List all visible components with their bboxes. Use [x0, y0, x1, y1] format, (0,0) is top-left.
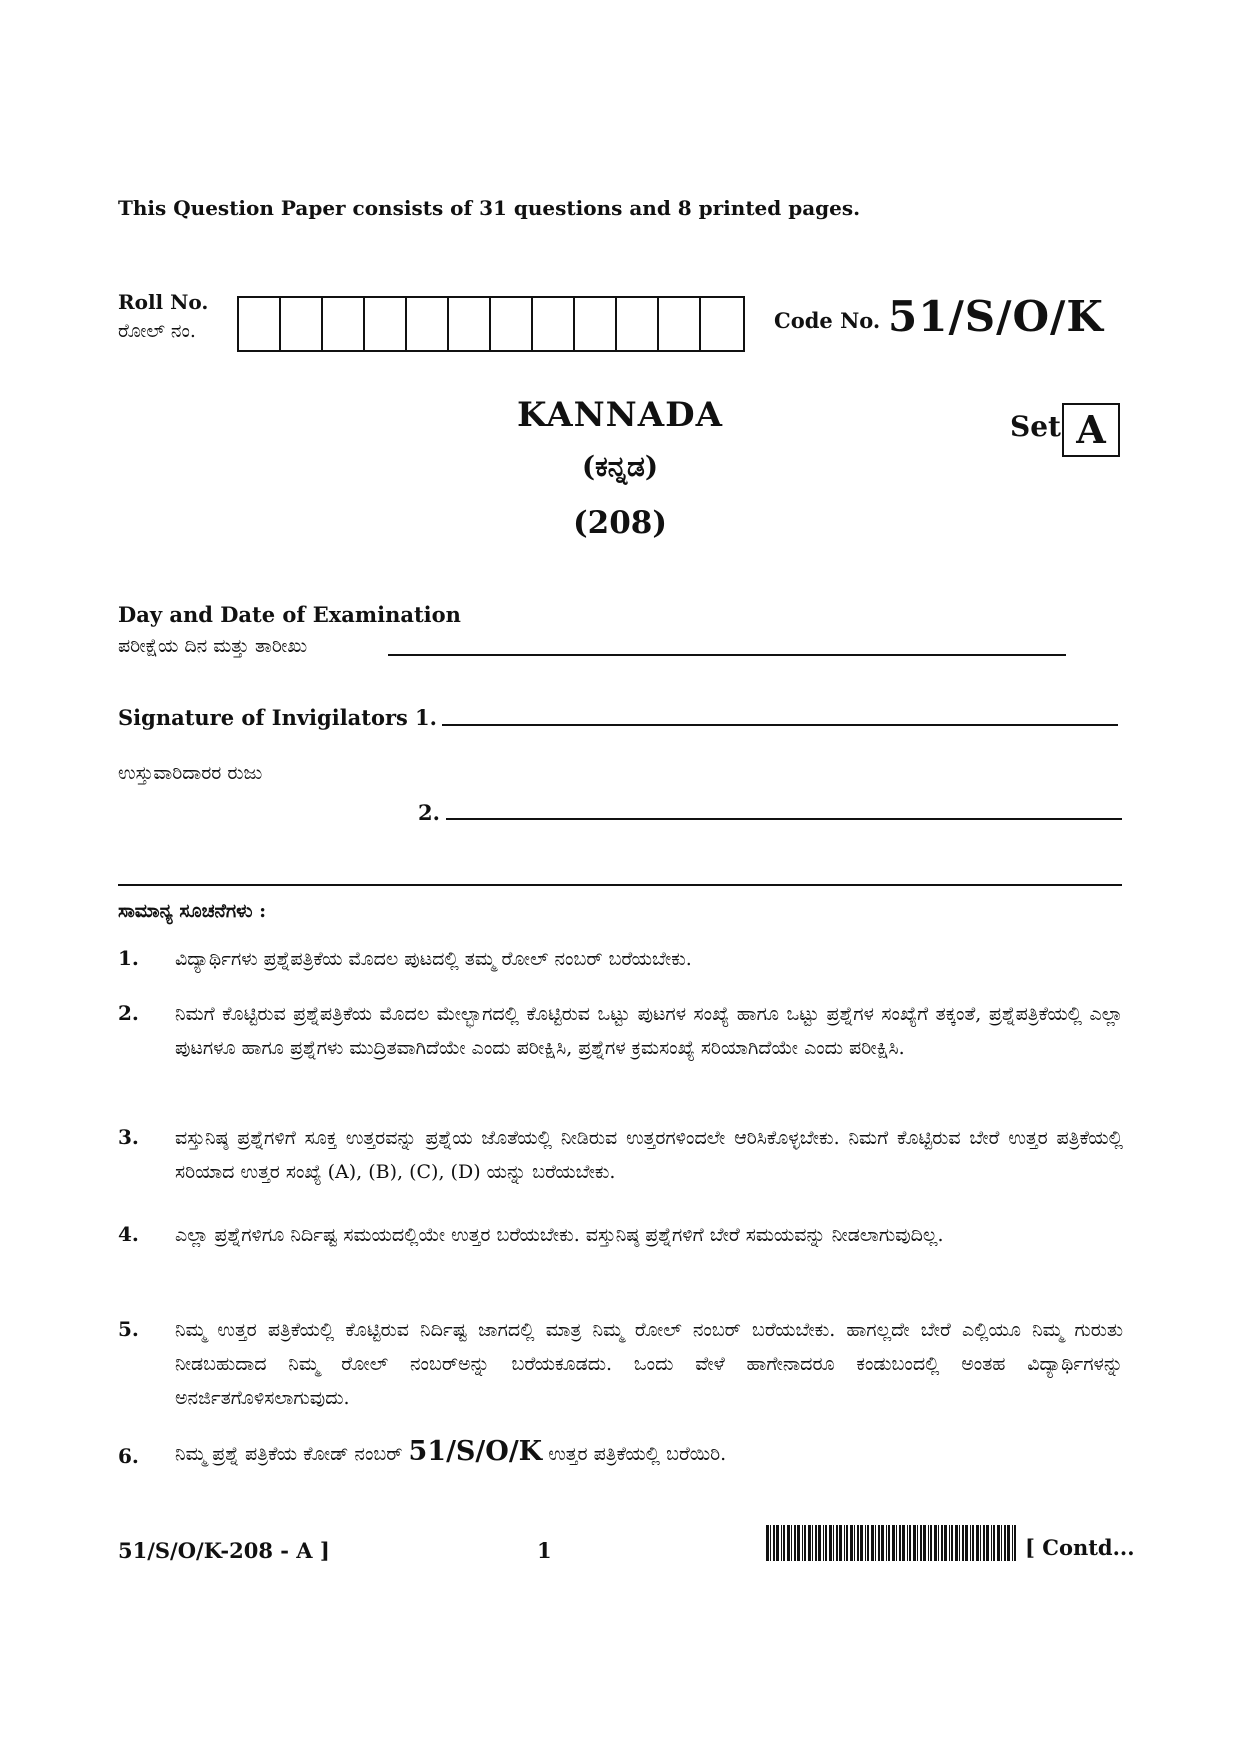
roll-number-box[interactable]: [533, 298, 575, 350]
instruction-text: ನಿಮಗೆ ಕೊಟ್ಟಿರುವ ಪ್ರಶ್ನೆಪತ್ರಿಕೆಯ ಮೊದಲ ಮೇಲ್ಭಾಗದಲ್ಲಿ ಕೊಟ್ಟಿರುವ ಒಟ್ಟು ಪುಟಗಳ ಸಂಖ್ಯೆ ಹಾಗೂ ಒಟ್ಟು ಪ್ರಶ್ನೆಗಳ ಸಂಖ್ಯೆಗೆ ತಕ್ಕಂತೆ, ಪ್ರಶ್ನೆಪತ್ರಿಕೆಯಲ್ಲಿ ಎಲ್ಲಾ ಪುಟಗಳೂ ಹಾಗೂ ಪ್ರಶ್ನೆಗಳು ಮುದ್ರಿತವಾಗಿದೆಯೇ ಎಂದು ಪರೀಕ್ಷಿಸಿ, ಪ್ರಶ್ನೆಗಳ ಕ್ರಮಸಂಖ್ಯೆ ಸರಿಯಾಗಿದೆಯೇ ಎಂದು ಪರೀಕ್ಷಿಸಿ.: [175, 1003, 1123, 1059]
barcode-bar: [941, 1525, 943, 1561]
exam-date-field-line[interactable]: [388, 654, 1066, 656]
subject-code: (208): [572, 505, 668, 541]
instruction-number: 3.: [118, 1125, 139, 1149]
roll-number-box[interactable]: [701, 298, 743, 350]
barcode-bar: [923, 1525, 926, 1561]
roll-number-box[interactable]: [575, 298, 617, 350]
barcode-bar: [802, 1525, 803, 1561]
footer-paper-code: 51/S/O/K-208 - A ]: [118, 1538, 330, 1563]
barcode-bar: [934, 1525, 937, 1561]
barcode-bar: [875, 1525, 876, 1561]
invigilator-signature-label-kannada: ಉಸ್ತುವಾರಿದಾರರ ರುಜು: [118, 762, 263, 784]
barcode-bar: [867, 1525, 869, 1561]
roll-number-box[interactable]: [617, 298, 659, 350]
barcode-bar: [951, 1525, 953, 1561]
set-label: Set: [1010, 410, 1061, 443]
barcode-bar: [909, 1525, 911, 1561]
barcode-bar: [770, 1525, 771, 1561]
instruction-text-after: ಉತ್ತರ ಪತ್ರಿಕೆಯಲ್ಲಿ ಬರೆಯಿರಿ.: [548, 1443, 727, 1465]
barcode-bar: [865, 1525, 866, 1561]
code-number-inline: 51/S/O/K: [408, 1436, 543, 1467]
barcode-bar: [1012, 1525, 1013, 1561]
subject-title: KANNADA: [517, 395, 723, 435]
barcode-bar: [962, 1525, 964, 1561]
roll-number-box[interactable]: [407, 298, 449, 350]
roll-number-box[interactable]: [239, 298, 281, 350]
barcode-bar: [781, 1525, 782, 1561]
barcode-bar: [797, 1525, 800, 1561]
section-divider: [118, 884, 1122, 886]
roll-number-box[interactable]: [365, 298, 407, 350]
barcode-bar: [993, 1525, 995, 1561]
barcode-bar: [938, 1525, 939, 1561]
barcode-bar: [886, 1525, 887, 1561]
roll-number-box[interactable]: [323, 298, 365, 350]
barcode-bar: [836, 1525, 838, 1561]
roll-number-label: Roll No.: [118, 290, 209, 314]
barcode-bar: [980, 1525, 981, 1561]
signature-field-line-1[interactable]: [442, 724, 1118, 726]
roll-number-box[interactable]: [449, 298, 491, 350]
barcode-bar: [955, 1525, 958, 1561]
barcode-bar: [944, 1525, 947, 1561]
paper-intro: This Question Paper consists of 31 questions and 8 printed pages.: [118, 196, 861, 220]
barcode-bar: [850, 1525, 853, 1561]
barcode-bar: [833, 1525, 834, 1561]
barcode-bar: [804, 1525, 806, 1561]
instruction-text-before: ನಿಮ್ಮ ಪ್ರಶ್ನೆ ಪತ್ರಿಕೆಯ ಕೋಡ್ ನಂಬರ್: [175, 1443, 403, 1465]
roll-number-box[interactable]: [659, 298, 701, 350]
barcode-bar: [1001, 1525, 1002, 1561]
barcode-bar: [920, 1525, 922, 1561]
barcode-bar: [787, 1525, 790, 1561]
invigilator-signature-label: Signature of Invigilators: [118, 705, 408, 730]
barcode-bar: [972, 1525, 974, 1561]
instruction-number: 2.: [118, 1001, 139, 1025]
barcode-bar: [794, 1525, 796, 1561]
instruction-number: 6.: [118, 1444, 139, 1468]
barcode-bar: [928, 1525, 929, 1561]
barcode-bar: [997, 1525, 1000, 1561]
code-number-value: 51/S/O/K: [888, 292, 1104, 341]
instruction-text: [175, 1435, 1123, 1471]
barcode-bar: [965, 1525, 968, 1561]
exam-date-label: Day and Date of Examination: [118, 602, 461, 627]
barcode-bar: [888, 1525, 890, 1561]
signature-number-1: 1.: [415, 705, 437, 730]
barcode-bar: [860, 1525, 863, 1561]
barcode-bar: [986, 1525, 989, 1561]
barcode-bar: [949, 1525, 950, 1561]
barcode-bar: [791, 1525, 792, 1561]
barcode-bar: [1007, 1525, 1010, 1561]
signature-number-2: 2.: [418, 800, 440, 825]
barcode-bar: [902, 1525, 905, 1561]
instruction-text: ನಿಮ್ಮ ಉತ್ತರ ಪತ್ರಿಕೆಯಲ್ಲಿ ಕೊಟ್ಟಿರುವ ನಿರ್ದಿಷ್ಟ ಜಾಗದಲ್ಲಿ ಮಾತ್ರ ನಿಮ್ಮ ರೋಲ್ ನಂಬರ್ ಬರೆಯಬೇಕು. ಹಾಗಲ್ಲದೇ ಬೇರೆ ಎಲ್ಲಿಯೂ ನಿಮ್ಮ ಗುರುತು ನೀಡಬಹುದಾದ ನಿಮ್ಮ ರೋಲ್ ನಂಬರ್‌ಅನ್ನು ಬರೆಯಕೂಡದು. ಒಂದು ವೇಳೆ ಹಾಗೇನಾದರೂ ಕಂಡುಬಂದಲ್ಲಿ ಅಂತಹ ವಿದ್ಯಾರ್ಥಿಗಳನ್ನು ಅನರ್ಜಿತಗೊಳಿಸಲಾಗುವುದು.: [175, 1319, 1123, 1409]
barcode-bar: [808, 1525, 811, 1561]
barcode-bar: [983, 1525, 985, 1561]
roll-number-box[interactable]: [281, 298, 323, 350]
barcode-bar: [854, 1525, 855, 1561]
barcode-bar: [930, 1525, 932, 1561]
barcode-bar: [815, 1525, 817, 1561]
exam-date-label-kannada: ಪರೀಕ್ಷೆಯ ದಿನ ಮತ್ತು ತಾರೀಖು: [118, 635, 308, 657]
subject-title-kannada: (ಕನ್ನಡ): [581, 450, 659, 483]
roll-number-box[interactable]: [491, 298, 533, 350]
barcode-bar: [839, 1525, 842, 1561]
barcode-bar: [766, 1525, 769, 1561]
barcode-bar: [881, 1525, 884, 1561]
instruction-text: ವಸ್ತುನಿಷ್ಠ ಪ್ರಶ್ನೆಗಳಿಗೆ ಸೂಕ್ತ ಉತ್ತರವನ್ನು ಪ್ರಶ್ನೆಯ ಜೊತೆಯಲ್ಲಿ ನೀಡಿರುವ ಉತ್ತರಗಳಿಂದಲೇ ಆರಿಸಿಕೊಳ್ಳಬೇಕು. ನಿಮಗೆ ಕೊಟ್ಟಿರುವ ಬೇರೆ ಉತ್ತರ ಪತ್ರಿಕೆಯಲ್ಲಿ ಸರಿಯಾದ ಉತ್ತರ ಸಂಖ್ಯೆ (A), (B), (C), (D) ಯನ್ನು ಬರೆಯಬೇಕು.: [175, 1127, 1123, 1183]
roll-number-label-kannada: ರೋಲ್ ನಂ.: [118, 320, 196, 342]
code-number-label: Code No.: [774, 308, 881, 333]
barcode-bar: [825, 1525, 827, 1561]
barcode-bar: [899, 1525, 901, 1561]
continued-label: [ Contd...: [1025, 1535, 1135, 1560]
barcode-bar: [970, 1525, 971, 1561]
barcode-bar: [917, 1525, 918, 1561]
barcode-bar: [871, 1525, 874, 1561]
barcode-bar: [829, 1525, 832, 1561]
barcode-bar: [913, 1525, 916, 1561]
signature-field-line-2[interactable]: [446, 818, 1122, 820]
barcode-bar: [1004, 1525, 1006, 1561]
barcode-bar: [773, 1525, 775, 1561]
barcode-bar: [907, 1525, 908, 1561]
barcode-bar: [844, 1525, 845, 1561]
barcode-bar: [959, 1525, 960, 1561]
barcode-bar: [783, 1525, 785, 1561]
barcode-bar: [846, 1525, 848, 1561]
set-value-box: A: [1062, 403, 1120, 457]
instruction-text: ವಿದ್ಯಾರ್ಥಿಗಳು ಪ್ರಶ್ನೆಪತ್ರಿಕೆಯ ಮೊದಲ ಪುಟದಲ್ಲಿ ತಮ್ಮ ರೋಲ್ ನಂಬರ್ ಬರೆಯಬೇಕು.: [175, 948, 692, 970]
instruction-number: 4.: [118, 1222, 139, 1246]
barcode-bar: [892, 1525, 895, 1561]
instructions-heading: ಸಾಮಾನ್ಯ ಸೂಚನೆಗಳು :: [118, 900, 267, 922]
barcode-bar: [776, 1525, 779, 1561]
barcode-bar: [878, 1525, 880, 1561]
barcode-bar: [976, 1525, 979, 1561]
instruction-number: 1.: [118, 946, 139, 970]
barcode: [766, 1525, 1018, 1561]
barcode-bar: [818, 1525, 821, 1561]
barcode-bar: [896, 1525, 897, 1561]
instruction-number: 5.: [118, 1317, 139, 1341]
barcode-bar: [857, 1525, 859, 1561]
page-number: 1: [537, 1538, 552, 1563]
roll-number-boxes[interactable]: [237, 296, 745, 352]
barcode-bar: [991, 1525, 992, 1561]
barcode-bar: [1014, 1525, 1016, 1561]
barcode-bar: [812, 1525, 813, 1561]
instruction-text: ಎಲ್ಲಾ ಪ್ರಶ್ನೆಗಳಿಗೂ ನಿರ್ದಿಷ್ಟ ಸಮಯದಲ್ಲಿಯೇ ಉತ್ತರ ಬರೆಯಬೇಕು. ವಸ್ತುನಿಷ್ಠ ಪ್ರಶ್ನೆಗಳಿಗೆ ಬೇರೆ ಸಮಯವನ್ನು ನೀಡಲಾಗುವುದಿಲ್ಲ.: [175, 1224, 944, 1246]
barcode-bar: [823, 1525, 824, 1561]
